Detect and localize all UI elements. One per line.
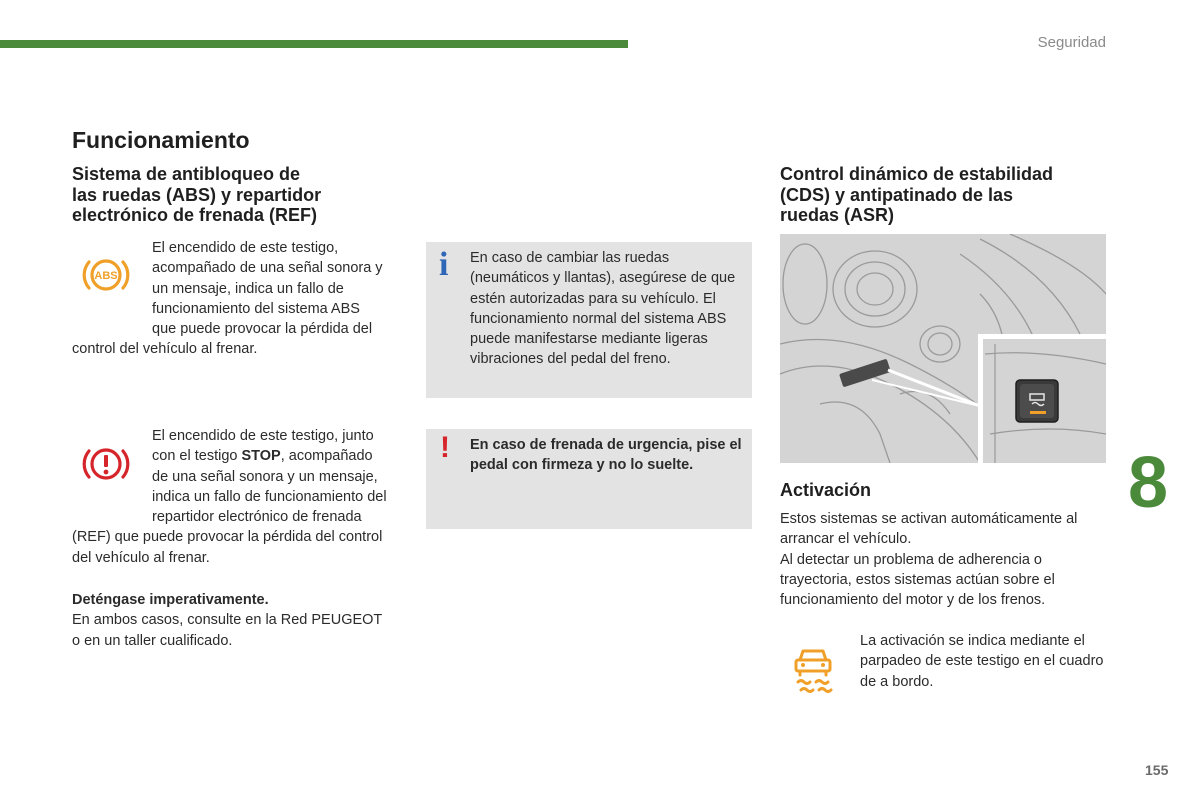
abs-paragraph <box>72 238 384 360</box>
stop-paragraph <box>72 426 392 568</box>
section-title: Seguridad <box>1037 34 1106 51</box>
cds-heading-line-1: Control dinámico de estabilidad <box>780 164 1054 184</box>
abs-icon-label: ABS <box>94 270 118 282</box>
page-number: 155 <box>1145 762 1169 778</box>
cds-heading-line-3: ruedas (ASR) <box>780 205 895 225</box>
info-note-box <box>426 242 752 398</box>
stop-keyword: STOP <box>241 448 281 465</box>
abs-heading-line-2: las ruedas (ABS) y repartidor <box>72 184 322 205</box>
abs-paragraph-text: El encendido de este testigo, acompañado de una señal sonora y un mensaje, indica un fallo de funcionamiento del sistema ABS que puede provocar la pérdida del control del vehículo al frenar. <box>72 240 383 358</box>
info-note-text: En caso de cambiar las ruedas (neumáticos y llantas), asegúrese de que estén autorizadas para su vehículo. El funcionamiento normal del sistema ABS puede manifestarse mediante ligeras vibraciones del pedal del freno. <box>470 250 736 368</box>
activation-text-2: Al detectar un problema de adherencia o trayectoria, estos sistemas actúan sobre el funcionamiento del motor y de los frenos. <box>780 551 1055 609</box>
activation-text-1: Estos sistemas se activan automáticamente al arrancar el vehículo. <box>780 511 1078 548</box>
chapter-number: 8 <box>1128 443 1169 523</box>
stop-paragraph-before: El encendido de este testigo, junto con el testigo <box>152 428 374 465</box>
asr-skid-icon <box>784 640 842 698</box>
dashboard-illustration <box>780 234 1106 463</box>
stop-warning <box>72 590 392 651</box>
activation-heading: Activación <box>780 480 872 500</box>
cds-heading <box>780 164 1110 226</box>
stop-warning-bold: Deténgase imperativamente. <box>72 592 269 608</box>
abs-heading-line-1: Sistema de antibloqueo de <box>72 164 301 184</box>
abs-heading-line-3: electrónico de frenada (REF) <box>72 205 318 225</box>
abs-heading <box>72 164 392 226</box>
asr-indication-text: La activación se indica mediante el parpadeo de este testigo en el cuadro de a bordo. <box>860 633 1104 690</box>
stop-warning-text: En ambos casos, consulte en la Red PEUGEOT o en un taller cualificado. <box>72 612 383 649</box>
alert-note-box <box>426 429 752 529</box>
alert-icon: ! <box>440 431 450 464</box>
activation-paragraph <box>780 509 1110 610</box>
alert-note-text: En caso de frenada de urgencia, pise el pedal con firmeza y no lo suelte. <box>470 437 742 474</box>
page-title: Funcionamiento <box>72 127 250 153</box>
stop-paragraph-after: , acompañado de una señal sonora y un mensaje, indica un fallo de funcionamiento del repartidor electrónico de frenada (REF) que puede provocar la pérdida del control del vehículo al frenar. <box>72 448 387 566</box>
info-icon: i <box>439 246 449 283</box>
header-green-bar <box>0 40 628 48</box>
cds-heading-line-2: (CDS) y antipatinado de las <box>780 184 1014 205</box>
